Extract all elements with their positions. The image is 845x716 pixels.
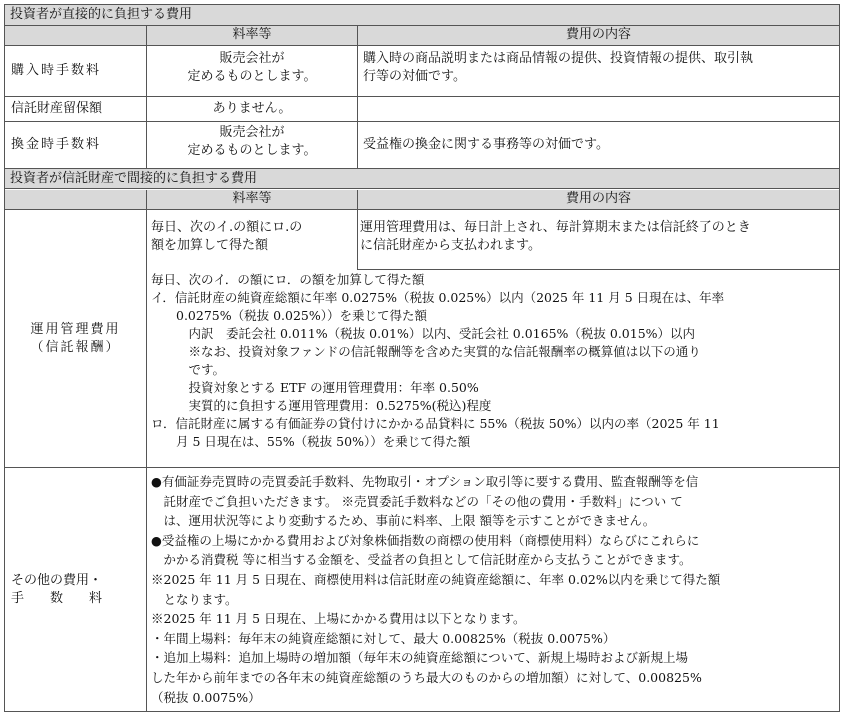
mgmt-fee-detail: 毎日、次のイ．の額にロ．の額を加算して得た額 イ．信託財産の純資産総額に年率 0.0275%（税抜 0.025%）以内（2025 年 11 月 5 日現在は、年率 0.0275%（税抜 0.025%））を乗じて得た額 内訳 委託会社 0.011%（税抜 0.01%）以内、受託会社 0.0165%（税抜 0.015%）以内 ※なお、投資対象ファンドの信託報酬等を含めた実質的な信託報酬率の概算値は以下の通り です。 投資対象とする ETF の運用管理費用：年率 0.50% 実質的に負担する運用管理費用：0.5275%(税込)程度 ロ．信託財産に属する有価証券の貸付けにかかる品貸料に 55%（税抜 50%）以内の率（2025 年 11 月 5 日現在は、55%（税抜 50%））を乗じて得た額 [151,272,725,449]
section1-col-label-header [5,26,146,45]
fee-table [4,4,840,712]
mgmt-fee-rate: 毎日、次のイ.の額にロ.の 額を加算して得た額 [151,220,303,253]
row-redemption-fee-content: 受益権の換金に関する事務等の対価です。 [363,137,609,152]
other-fee-detail: ●有価証券売買時の売買委託手数料、先物取引・オプション取引等に要する費用、監査報酬等を信 託財産でご負担いただきます。 ※売買委託手数料などの「その他の費用・手数料」につい て は、運用状況等により変動するため、事前に料率、上限 額等を示すことができません。 ●受益権の上場にかかる費用および対象株価指数の商標の使用料（商標使用料）ならびにこれらに かかる消費税 等に相当する金額を、受益者の負担として信託財産から支払うことができます。 ※2025 年 11 月 5 日現在、商標使用料は信託財産の純資産総額に、年率 0.02%以内を乗じて得た額 となります。 ※2025 年 11 月 5 日現在、上場にかかる費用は以下となります。 ・年間上場料：毎年末の純資産総額に対して、最大 0.00825%（税抜 0.0075%） ・追加上場料：追加上場時の増加額（毎年末の純資産総額について、新規上場時および新規上場 した年から前年までの各年末の純資産総額のうち最大のものからの増加額）に対して、0.00825% （税抜 0.0075%） [151,474,721,705]
row-trust-reserve-rate: ありません。 [212,101,292,116]
section2-col-label-header [5,190,146,209]
section2-col-rate-header: 料率等 [147,190,357,209]
row-divider [5,467,839,468]
row-purchase-fee-label: 購入時手数料 [11,63,102,78]
row-purchase-fee-content: 購入時の商品説明または商品情報の提供、投資情報の提供、取引執 行等の対価です。 [363,51,754,84]
row-divider [358,269,839,270]
mgmt-fee-label: 運用管理費用 （信託報酬） [30,321,121,355]
row-divider [5,45,839,46]
col-divider [146,26,147,168]
section1-col-rate-header: 料率等 [147,26,357,45]
row-divider [5,209,839,210]
col-divider [146,190,147,711]
mgmt-fee-content: 運用管理費用は、毎日計上され、毎計算期末または信託終了のとき に信託財産から支払われます。 [360,220,751,253]
section2-title: 投資者が信託財産で間接的に負担する費用 [5,168,839,189]
section2-col-content-header: 費用の内容 [358,190,839,209]
row-purchase-fee-rate: 販売会社が 定めるものとします。 [187,51,317,84]
col-divider [357,26,358,168]
section1-col-content-header: 費用の内容 [358,26,839,45]
section1-title: 投資者が直接的に負担する費用 [5,5,839,26]
row-divider [5,121,839,122]
col-divider [357,190,358,270]
row-trust-reserve-label: 信託財産留保額 [11,101,103,116]
row-redemption-fee-rate: 販売会社が 定めるものとします。 [187,125,317,158]
other-fee-label: その他の費用・ 手 数 料 [11,573,103,606]
row-redemption-fee-label: 換金時手数料 [11,137,102,152]
row-divider [5,96,839,97]
